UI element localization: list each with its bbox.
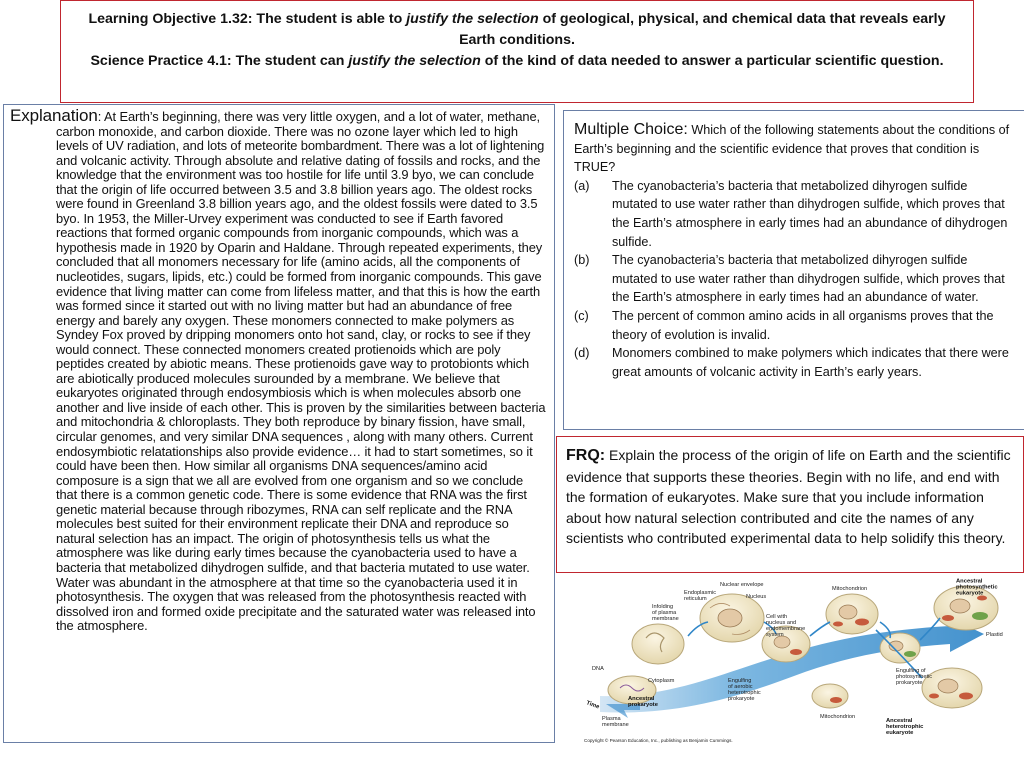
label-plasma-membrane-1: Plasma	[602, 716, 621, 722]
label-endoplasmic-1: Endoplasmic	[684, 590, 717, 596]
stage-arrow	[810, 622, 830, 636]
label-time: Time	[585, 700, 600, 711]
label-endoplasmic-2: reticulum	[684, 596, 707, 602]
frq-panel	[556, 436, 1024, 573]
aerobic-prokaryote-small	[812, 684, 848, 708]
choice-letter: (d)	[574, 346, 590, 361]
choice-option-a[interactable]	[574, 177, 1016, 251]
label-copyright: Copyright © Pearson Education, Inc., publishing as Benjamin Cummings.	[584, 738, 733, 743]
choice-letter: (c)	[574, 308, 589, 323]
mitochondrion-cell-top	[826, 594, 878, 634]
endosymbiosis-figure	[580, 578, 1020, 746]
multiple-choice-title: Multiple Choice:	[574, 121, 688, 138]
science-practice-line: Science Practice 4.1: The student can justify the selection of the kind of data needed to answer a particular scientific question.	[90, 53, 944, 69]
explanation-paragraph	[10, 106, 546, 634]
label-engulf-aerobic-1: Engulfing	[728, 678, 752, 684]
label-plastid: Plastid	[986, 632, 1003, 638]
label-engulf-aerobic-3: heterotrophic	[728, 690, 761, 696]
label-infolding-1: Infolding	[652, 604, 674, 610]
infolding-cell	[632, 624, 684, 664]
label-cytoplasm: Cytoplasm	[648, 678, 675, 684]
label-engulf-photo-2: photosynthetic	[896, 674, 933, 680]
frq-text: Explain the process of the origin of life on Earth and the scientific evidence that supports these theories. Begin with no life, and end with the formation of eukaryotes. Make sure that you include information about how natural selection contributed and cite the names of any scientists who contributed experimental data to help solidify this theory.	[566, 447, 1011, 546]
frq-title: FRQ:	[566, 447, 606, 464]
label-cell-nucleus-4: system	[766, 632, 784, 638]
choice-option-c[interactable]	[574, 307, 1016, 344]
choice-letter: (a)	[574, 178, 590, 193]
label-nucleus: Nucleus	[746, 594, 767, 600]
label-nuclear-envelope: Nuclear envelope	[720, 582, 764, 588]
label-cell-nucleus-2: nucleus and	[766, 620, 797, 626]
label-dna: DNA	[592, 666, 604, 672]
nucleated-cell	[700, 594, 767, 642]
label-engulf-aerobic-4: prokaryote	[728, 696, 755, 702]
label-ancestral-hetero-3: eukaryote	[886, 730, 914, 736]
choice-option-b[interactable]	[574, 251, 1016, 307]
explanation-text: : At Earth’s beginning, there was very little oxygen, and a lot of water, methane, carbon monoxide, and carbon dioxide. There was no ozone layer which led to high levels of UV radiation, and lots of meteorite bombardment. There was a lot of lightening and volcanic activity. Through absolute and relative dating of fossils and rocks, and the knowledge that the environment was too hostile for life until 3.9 byo, we can conclude that the origin of life occurred between 3.5 and 3.8 billion years ago. The oldest rocks were found in Greenland 3.8 billion years ago, and the oldest fossils were dated to 3.5 byo. In 1953, the Miller-Urvey experiment was conducted to see if Earth favored reactions that formed organic compounds from inorganic compounds, which was a hypothesis made in 1920 by Oparin and Haldane. Through repeated experiments, they concluded that all monomers necessary for life (amino acids, all the components of nucleotides, sugars, lipids, etc.) could be formed from inorganic compounds. This gave evidence that living matter can come from lifeless matter, and that this is how the earth was formed since it started out with no living matter but had an abundance of free energy and barely any oxygen. These monomers connected to make polymers as Syndey Fox proved by dripping monomers onto hot sand, clay, or rocks to see if they would connect. These connected monomers created protienoids which are poly peptides created by abiotic means. These protienoids gave way to protobionts which are abiotically produced molecules surounded by a membrane. We believe that eukaryotes originated through endosymbiosis which is when molecules absorb one another and live inside of each other. This is proven by the similarities between bacteria and mitochondria & chloroplasts. They both reproduce by binary fission, have small, circular genomes, and very similar DNA sequences , along with many others. Current endosymbiotic relatationships also provide evidence… it had to start sometimes, so it could have been then. How similar all organisms DNA sequences/amino acid composure is a sign that we all are evolved from one organism and so we conclude that there is a common genetic code. There is some evidence that RNA was the first genetic material because through ribozymes, RNA can self replicate and the RNA molecules best suited for their environment replicate their DNA and reproduce so natural selection has an impact. The origin of photosynthesis tells us what the atmosphere was like during early times because the cyanobacteria used to have a bacteria that metabolized dihydrogen sulfide, and that bacteria mutated to use water. Water was abundant in the atmosphere at that time so the cyanobacteria used it in photosynthesis. The oxygen that was released from the photosynthesis reacted with dissolved iron and formed oxide precipitate and the saturated water was released into the atmosphere.	[56, 109, 546, 634]
label-ancestral-prok-1: Ancestral	[628, 696, 655, 702]
engulfing-photosynthetic-cell	[880, 633, 920, 663]
multiple-choice-panel	[563, 110, 1024, 430]
label-infolding-3: membrane	[652, 616, 679, 622]
choice-text: The cyanobacteria’s bacteria that metabolized dihyrogen sulfide mutated to use water rather than dihydrogen sulfide, which proves that the Earth’s atmosphere in early times had an abundance of dihydrogen sulfide.	[612, 178, 1008, 249]
learning-objective-line: Learning Objective 1.32: The student is able to justify the selection of geological, physical, and chemical data that reveals early Earth conditions.	[88, 11, 946, 48]
label-ancestral-photo-1: Ancestral	[956, 578, 983, 585]
label-ancestral-photo-2: photosynthetic	[956, 584, 998, 591]
label-ancestral-prok-2: prokaryote	[628, 702, 658, 708]
label-mitochondrion-bottom: Mitochondrion	[820, 714, 856, 720]
choice-letter: (b)	[574, 253, 590, 268]
label-cell-nucleus-1: Cell with	[766, 614, 788, 620]
label-ancestral-hetero-1: Ancestral	[886, 718, 913, 724]
choice-text: The percent of common amino acids in all organisms proves that the theory of evolution is invalid.	[612, 308, 994, 342]
endosymbiosis-diagram	[580, 578, 1020, 746]
choice-text: The cyanobacteria’s bacteria that metabolized dihyrogen sulfide mutated to use water rather than dihydrogen sulfide, which proves that the Earth’s atmosphere in early times had an abundance of water.	[612, 253, 1005, 305]
label-ancestral-hetero-2: heterotrophic	[886, 724, 924, 730]
explanation-panel	[3, 104, 555, 743]
label-infolding-2: of plasma	[652, 610, 677, 616]
choice-text: Monomers combined to make polymers which indicates that there were great amounts of volcanic activity in Earth’s early years.	[612, 346, 1009, 379]
label-ancestral-photo-3: eukaryote	[956, 590, 984, 597]
label-engulf-photo-3: prokaryote	[896, 680, 923, 686]
learning-objective-header	[60, 0, 974, 103]
multiple-choice-question	[574, 121, 1016, 177]
choice-option-d[interactable]	[574, 344, 1016, 381]
explanation-title: Explanation	[10, 106, 98, 125]
label-engulf-aerobic-2: of aerobic	[728, 684, 753, 690]
multiple-choice-question-text: Which of the following statements about the conditions of Earth’s beginning and the scientific evidence that proves that condition is TRUE?	[574, 123, 1010, 175]
label-mitochondrion-top: Mitochondrion	[832, 586, 868, 592]
label-plasma-membrane-2: membrane	[602, 722, 629, 728]
label-cell-nucleus-3: endomembrane	[766, 626, 806, 632]
label-engulf-photo-1: Engulfing of	[896, 668, 926, 674]
